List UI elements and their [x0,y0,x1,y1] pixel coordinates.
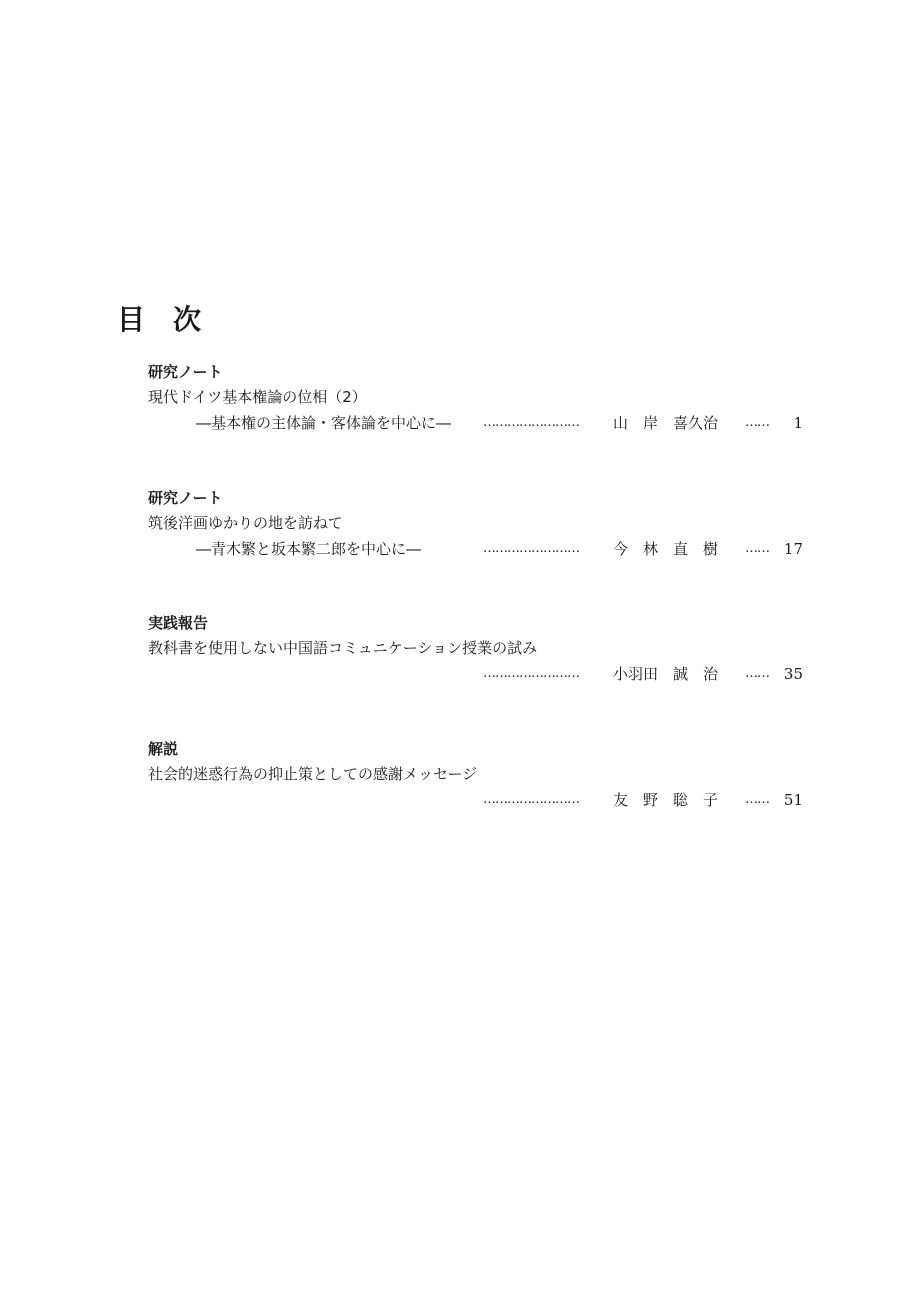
entry-page-number[interactable]: 17 [783,540,803,558]
entry-author: 友 野 聡 子 [613,791,719,809]
page-title: 目 次 [117,303,202,336]
entry-page-number[interactable]: 1 [793,414,803,432]
entry-category: 解説 [148,740,179,758]
dot-leader: …………………… [483,792,579,807]
entry-page-number[interactable]: 35 [783,665,803,683]
dot-leader: …………………… [483,415,579,430]
toc-entry [148,613,803,693]
dot-leader-short: …… [745,541,769,556]
dot-leader: …………………… [483,666,579,681]
entry-page-number[interactable]: 51 [783,791,803,809]
entry-author: 今 林 直 樹 [613,540,719,558]
entry-category: 実践報告 [148,614,209,632]
entry-author: 小羽田 誠 治 [613,665,719,683]
dot-leader-short: …… [745,666,769,681]
entry-category: 研究ノート [148,363,223,381]
dot-leader-short: …… [745,415,769,430]
entry-category: 研究ノート [148,489,223,507]
entry-title[interactable]: 筑後洋画ゆかりの地を訪ねて [148,514,343,532]
entry-title[interactable]: 教科書を使用しない中国語コミュニケーション授業の試み [148,639,538,657]
entry-subtitle: ―青木繁と坂本繁二郎を中心に― [196,540,422,558]
entry-title[interactable]: 社会的迷惑行為の抑止策としての感謝メッセージ [148,765,478,783]
entry-title[interactable]: 現代ドイツ基本権論の位相（2） [148,388,367,406]
dot-leader: …………………… [483,541,579,556]
toc-entry [148,362,803,442]
dot-leader-short: …… [745,792,769,807]
toc-entry [148,739,803,819]
entry-author: 山 岸 喜久治 [613,414,719,432]
entry-subtitle: ―基本権の主体論・客体論を中心に― [196,414,452,432]
toc-entry [148,488,803,568]
